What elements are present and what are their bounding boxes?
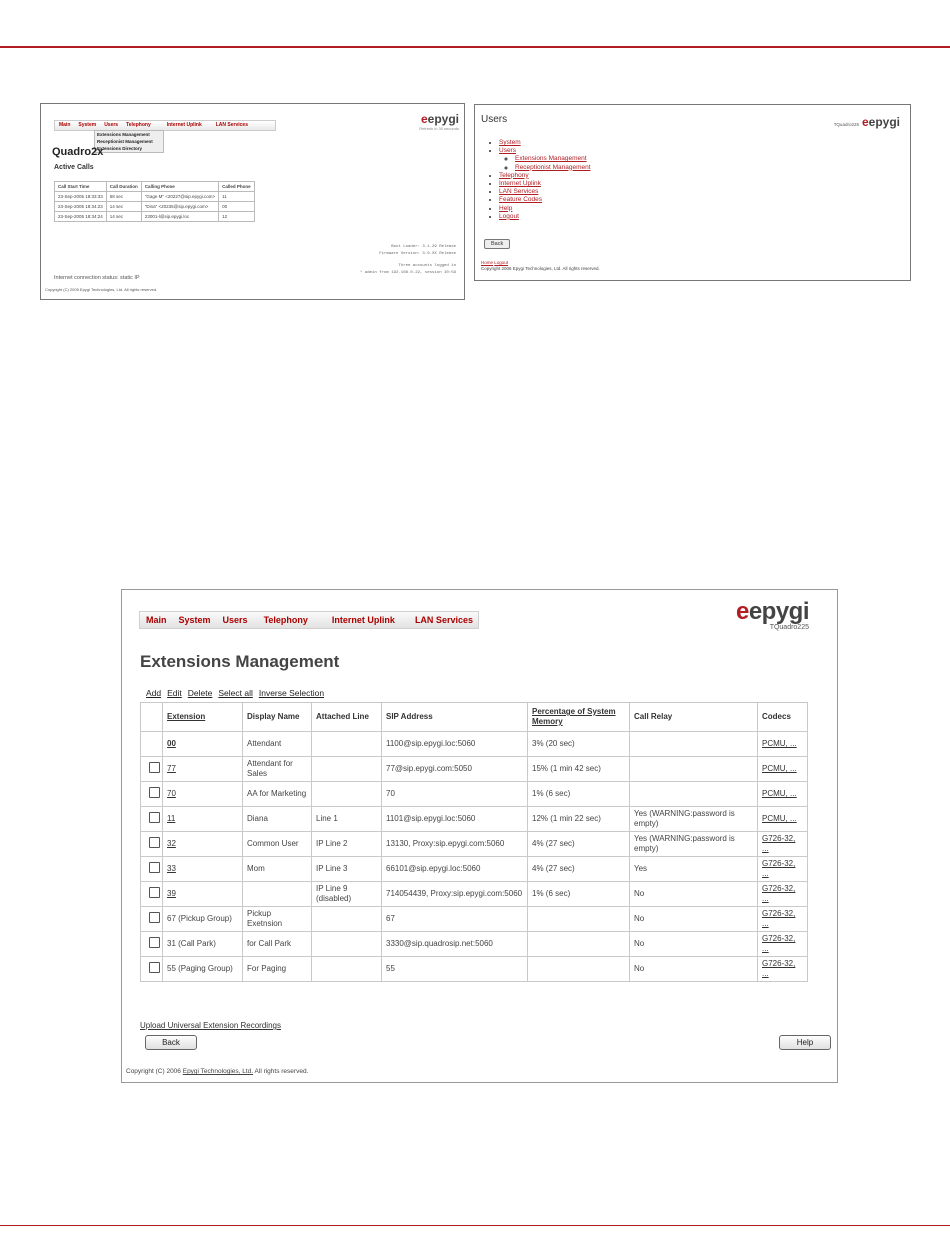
s2-nav-telephony[interactable]: Telephony — [499, 171, 529, 179]
row-checkbox-cell — [141, 932, 163, 957]
extension-cell — [163, 882, 243, 907]
model-name: TQuadro225 — [769, 624, 809, 631]
s1-info-line: Three accounts logged in — [398, 264, 456, 268]
s1-info-line: * admin from 192.168.0.22, session 10:59 — [359, 271, 456, 275]
s1-col: Call Duration — [106, 182, 141, 192]
row-checkbox[interactable] — [149, 787, 160, 798]
codecs-link[interactable]: PCMU, ... — [762, 764, 797, 773]
s1-row — [55, 192, 255, 202]
s2-footer — [481, 260, 600, 272]
table-row — [141, 857, 808, 882]
codecs-link[interactable]: PCMU, ... — [762, 814, 797, 823]
sip-address-cell: 70 — [382, 782, 528, 807]
s1-col: Call Start Time — [55, 182, 107, 192]
codecs-link[interactable]: G726-32, ... — [762, 859, 796, 878]
s1-drop-receptionist[interactable]: Receptionist Management — [97, 139, 153, 144]
display-name-cell — [243, 882, 312, 907]
row-checkbox[interactable] — [149, 887, 160, 898]
attached-line-cell: IP Line 2 — [312, 832, 382, 857]
codecs-cell — [758, 832, 808, 857]
header-attached-line: Attached Line — [312, 703, 382, 732]
display-name-cell: For Paging — [243, 957, 312, 982]
row-checkbox[interactable] — [149, 962, 160, 973]
s1-col: Called Phone — [219, 182, 255, 192]
s1-connection-status: Internet connection status: static IP — [54, 275, 140, 281]
s2-nav-lan[interactable]: LAN Services — [499, 188, 539, 196]
s1-menu-users[interactable]: Users — [104, 122, 119, 128]
extension-cell — [163, 782, 243, 807]
add-link[interactable]: Add — [146, 688, 162, 698]
codecs-cell — [758, 807, 808, 832]
attached-line-cell — [312, 957, 382, 982]
call-relay-cell — [630, 782, 758, 807]
edit-link[interactable]: Edit — [167, 688, 182, 698]
table-row — [141, 757, 808, 782]
row-checkbox-cell — [141, 782, 163, 807]
s2-nav-extensions[interactable]: Extensions Management — [515, 155, 587, 163]
s1-menu-system[interactable]: System — [78, 122, 97, 128]
header-sip-address: SIP Address — [382, 703, 528, 732]
memory-cell: 15% (1 min 42 sec) — [528, 757, 630, 782]
s1-cell: 23-Sep-2005 18:34:23 — [55, 202, 107, 212]
page-title: Extensions Management — [140, 652, 340, 671]
attached-line-cell — [312, 757, 382, 782]
sip-address-cell: 1100@sip.epygi.loc:5060 — [382, 732, 528, 757]
display-name-cell: Common User — [243, 832, 312, 857]
memory-cell — [528, 932, 630, 957]
s1-page-title: Quadro2x — [52, 146, 104, 158]
attached-line-cell — [312, 907, 382, 932]
attached-line-cell: Line 1 — [312, 807, 382, 832]
extension-cell — [163, 732, 243, 757]
codecs-cell — [758, 732, 808, 757]
action-links — [146, 688, 324, 698]
upload-recordings-link[interactable]: Upload Universal Extension Recordings — [140, 1021, 281, 1030]
s1-menu-telephony[interactable]: Telephony — [126, 122, 151, 128]
inverse-selection-link[interactable]: Inverse Selection — [258, 688, 325, 698]
memory-cell: 12% (1 min 22 sec) — [528, 807, 630, 832]
display-name-cell: Attendant for Sales — [243, 757, 312, 782]
s2-page-title: Users — [481, 114, 508, 125]
s2-nav-list — [487, 139, 591, 221]
epygi-logo-icon: eepygi — [735, 598, 809, 625]
back-button[interactable]: Back — [145, 1035, 197, 1050]
display-name-cell: for Call Park — [243, 932, 312, 957]
sip-address-cell: 67 — [382, 907, 528, 932]
s1-epygi-logo-icon: eepygi — [420, 112, 459, 126]
extension-link[interactable]: 00 — [167, 739, 176, 748]
extension-cell — [163, 832, 243, 857]
codecs-link[interactable]: PCMU, ... — [762, 789, 797, 798]
header-rule — [0, 46, 950, 48]
header-display-name: Display Name — [243, 703, 312, 732]
codecs-link[interactable]: G726-32, ... — [762, 834, 796, 853]
s2-model: TQuadro225 — [833, 122, 859, 127]
extensions-table — [140, 702, 808, 982]
s1-cell: 23001-l@sip.epygi.loc — [141, 212, 218, 222]
extensions-management-screenshot — [121, 589, 838, 1083]
menu-telephony[interactable]: Telephony — [263, 615, 308, 625]
header-call-relay: Call Relay — [630, 703, 758, 732]
row-checkbox[interactable] — [149, 862, 160, 873]
memory-cell: 1% (6 sec) — [528, 782, 630, 807]
attached-line-cell: IP Line 3 — [312, 857, 382, 882]
call-relay-cell: No — [630, 882, 758, 907]
extension-cell: 55 (Paging Group) — [163, 957, 243, 982]
s2-nav-system[interactable]: System — [499, 139, 521, 146]
codecs-cell — [758, 882, 808, 907]
s1-cell: 23-Sep-2005 18:34:24 — [55, 212, 107, 222]
table-header-row — [141, 703, 808, 732]
table-row — [141, 782, 808, 807]
row-checkbox-cell — [141, 832, 163, 857]
codecs-cell — [758, 757, 808, 782]
s2-nav-users[interactable]: Users — [499, 147, 516, 155]
header-extension[interactable]: Extension — [163, 703, 243, 732]
call-relay-cell: Yes (WARNING:password is empty) — [630, 807, 758, 832]
s2-logout-link[interactable]: Logout — [494, 260, 509, 265]
codecs-link[interactable]: G726-32, ... — [762, 909, 796, 928]
attached-line-cell — [312, 932, 382, 957]
company-link[interactable]: Epygi Technologies, Ltd. — [182, 1068, 254, 1075]
extension-cell: 31 (Call Park) — [163, 932, 243, 957]
table-row — [141, 907, 808, 932]
call-relay-cell: Yes — [630, 857, 758, 882]
s2-copyright: Copyright 2006 Epygi Technologies, Ltd. All rights reserved. — [481, 266, 600, 271]
memory-cell: 4% (27 sec) — [528, 857, 630, 882]
s1-cell: "Gage M" <20227@sip.epygi.com> — [141, 192, 218, 202]
table-row — [141, 932, 808, 957]
codecs-cell — [758, 957, 808, 982]
active-calls-screenshot — [40, 103, 465, 300]
row-checkbox-cell — [141, 882, 163, 907]
s1-menu-main[interactable]: Main — [59, 122, 71, 128]
row-checkbox-cell — [141, 857, 163, 882]
codecs-cell — [758, 782, 808, 807]
row-checkbox-cell — [141, 732, 163, 757]
menu-users[interactable]: Users — [222, 615, 248, 625]
s1-info-line: Boot Loader: 3.1.29 Release — [391, 245, 456, 249]
help-button[interactable]: Help — [779, 1035, 831, 1050]
sip-address-cell: 77@sip.epygi.com:5050 — [382, 757, 528, 782]
table-row — [141, 832, 808, 857]
call-relay-cell: No — [630, 907, 758, 932]
s1-cell: 14 sec — [106, 202, 141, 212]
s2-nav-logout[interactable]: Logout — [499, 212, 519, 220]
s2-nav-receptionist[interactable]: Receptionist Management — [515, 163, 591, 171]
s2-back-button[interactable]: Back — [484, 239, 510, 249]
s2-epygi-logo-icon: eepygi — [861, 115, 900, 129]
s1-refresh-note: Refresh in 30 seconds — [419, 126, 459, 131]
row-checkbox[interactable] — [149, 837, 160, 848]
s1-row — [55, 212, 255, 222]
sip-address-cell: 55 — [382, 957, 528, 982]
s2-home-link[interactable]: Home — [481, 260, 494, 265]
s1-system-info — [360, 244, 456, 277]
memory-cell: 3% (20 sec) — [528, 732, 630, 757]
s1-row — [55, 202, 255, 212]
memory-cell: 1% (6 sec) — [528, 882, 630, 907]
row-checkbox[interactable] — [149, 762, 160, 773]
s1-drop-directory[interactable]: Extensions Directory — [97, 146, 143, 151]
sip-address-cell: 3330@sip.quadrosip.net:5060 — [382, 932, 528, 957]
extension-link[interactable]: 77 — [167, 764, 176, 773]
sip-address-cell: 714054439, Proxy:sip.epygi.com:5060 — [382, 882, 528, 907]
display-name-cell: Attendant — [243, 732, 312, 757]
s1-cell: 11 — [219, 192, 255, 202]
s1-menu-lan[interactable]: LAN Services — [215, 122, 248, 128]
s1-col: Calling Phone — [141, 182, 218, 192]
codecs-link[interactable]: PCMU, ... — [762, 739, 797, 748]
s1-copyright: Copyright (C) 2005 Epygi Technologies, Ltd. All rights reserved. — [45, 287, 158, 292]
attached-line-cell — [312, 782, 382, 807]
table-row — [141, 882, 808, 907]
codecs-link[interactable]: G726-32, ... — [762, 959, 796, 978]
s1-drop-extensions[interactable]: Extensions Management — [97, 132, 150, 137]
extension-cell: 67 (Pickup Group) — [163, 907, 243, 932]
call-relay-cell — [630, 732, 758, 757]
main-menu-bar — [139, 611, 479, 629]
extension-cell — [163, 757, 243, 782]
s1-cell: 14 sec — [106, 212, 141, 222]
s1-cell: 12 — [219, 212, 255, 222]
table-row — [141, 807, 808, 832]
codecs-cell — [758, 857, 808, 882]
s1-cell: 00 — [219, 202, 255, 212]
s2-nav-help[interactable]: Help — [499, 204, 513, 212]
s2-nav-feature[interactable]: Feature Codes — [499, 196, 542, 204]
select-all-link[interactable]: Select all — [218, 688, 253, 698]
sip-address-cell: 13130, Proxy:sip.epygi.com:5060 — [382, 832, 528, 857]
memory-cell — [528, 907, 630, 932]
sip-address-cell: 66101@sip.epygi.loc:5060 — [382, 857, 528, 882]
row-checkbox[interactable] — [149, 937, 160, 948]
brand-logo — [736, 598, 809, 631]
memory-cell: 4% (27 sec) — [528, 832, 630, 857]
copyright: Copyright (C) 2006 Epygi Technologies, Ltd. All rights reserved. — [126, 1068, 309, 1075]
call-relay-cell — [630, 757, 758, 782]
delete-link[interactable]: Delete — [187, 688, 213, 698]
s1-menu-internet[interactable]: Internet Uplink — [166, 122, 202, 128]
s1-cell: 23-Sep-2005 18:33:33 — [55, 192, 107, 202]
s1-menu-bar — [54, 120, 276, 131]
extension-link[interactable]: 70 — [167, 789, 176, 798]
sip-address-cell: 1101@sip.epygi.loc:5060 — [382, 807, 528, 832]
s1-cell: 58 sec — [106, 192, 141, 202]
call-relay-cell: Yes (WARNING:password is empty) — [630, 832, 758, 857]
codecs-link[interactable]: G726-32, ... — [762, 934, 796, 953]
s1-logo — [419, 112, 459, 131]
extension-cell — [163, 807, 243, 832]
s1-active-calls-table — [54, 181, 255, 222]
codecs-link[interactable]: G726-32, ... — [762, 884, 796, 903]
footer-rule — [0, 1225, 950, 1226]
row-checkbox[interactable] — [149, 812, 160, 823]
users-screenshot — [474, 104, 911, 281]
display-name-cell: Pickup Exetnsion — [243, 907, 312, 932]
s2-logo — [834, 115, 900, 129]
row-checkbox-cell — [141, 757, 163, 782]
table-row — [141, 957, 808, 982]
table-row — [141, 732, 808, 757]
display-name-cell: Diana — [243, 807, 312, 832]
extension-link[interactable]: 33 — [167, 864, 176, 873]
menu-internet-uplink[interactable]: Internet Uplink — [331, 615, 395, 625]
call-relay-cell: No — [630, 957, 758, 982]
s1-info-line: Firmware Version: 3.0.XX Release — [379, 252, 456, 256]
s2-nav-internet[interactable]: Internet Uplink — [499, 180, 541, 188]
extension-link[interactable]: 11 — [167, 814, 176, 823]
header-codecs: Codecs — [758, 703, 808, 732]
row-checkbox-cell — [141, 807, 163, 832]
extension-cell — [163, 857, 243, 882]
row-checkbox[interactable] — [149, 912, 160, 923]
display-name-cell: AA for Marketing — [243, 782, 312, 807]
row-checkbox-cell — [141, 907, 163, 932]
s1-users-dropdown — [94, 130, 164, 153]
s1-section-title: Active Calls — [54, 164, 94, 171]
menu-system[interactable]: System — [178, 615, 211, 625]
extension-link[interactable]: 32 — [167, 839, 176, 848]
attached-line-cell — [312, 732, 382, 757]
attached-line-cell: IP Line 9 (disabled) — [312, 882, 382, 907]
s1-cell: "Dina" <20235@sip.epygi.com> — [141, 202, 218, 212]
menu-lan-services[interactable]: LAN Services — [414, 615, 473, 625]
header-select — [141, 703, 163, 732]
codecs-cell — [758, 907, 808, 932]
call-relay-cell: No — [630, 932, 758, 957]
header-memory[interactable]: Percentage of System Memory — [528, 703, 630, 732]
extension-link[interactable]: 39 — [167, 889, 176, 898]
display-name-cell: Mom — [243, 857, 312, 882]
codecs-cell — [758, 932, 808, 957]
row-checkbox-cell — [141, 957, 163, 982]
menu-main[interactable]: Main — [146, 615, 167, 625]
memory-cell — [528, 957, 630, 982]
